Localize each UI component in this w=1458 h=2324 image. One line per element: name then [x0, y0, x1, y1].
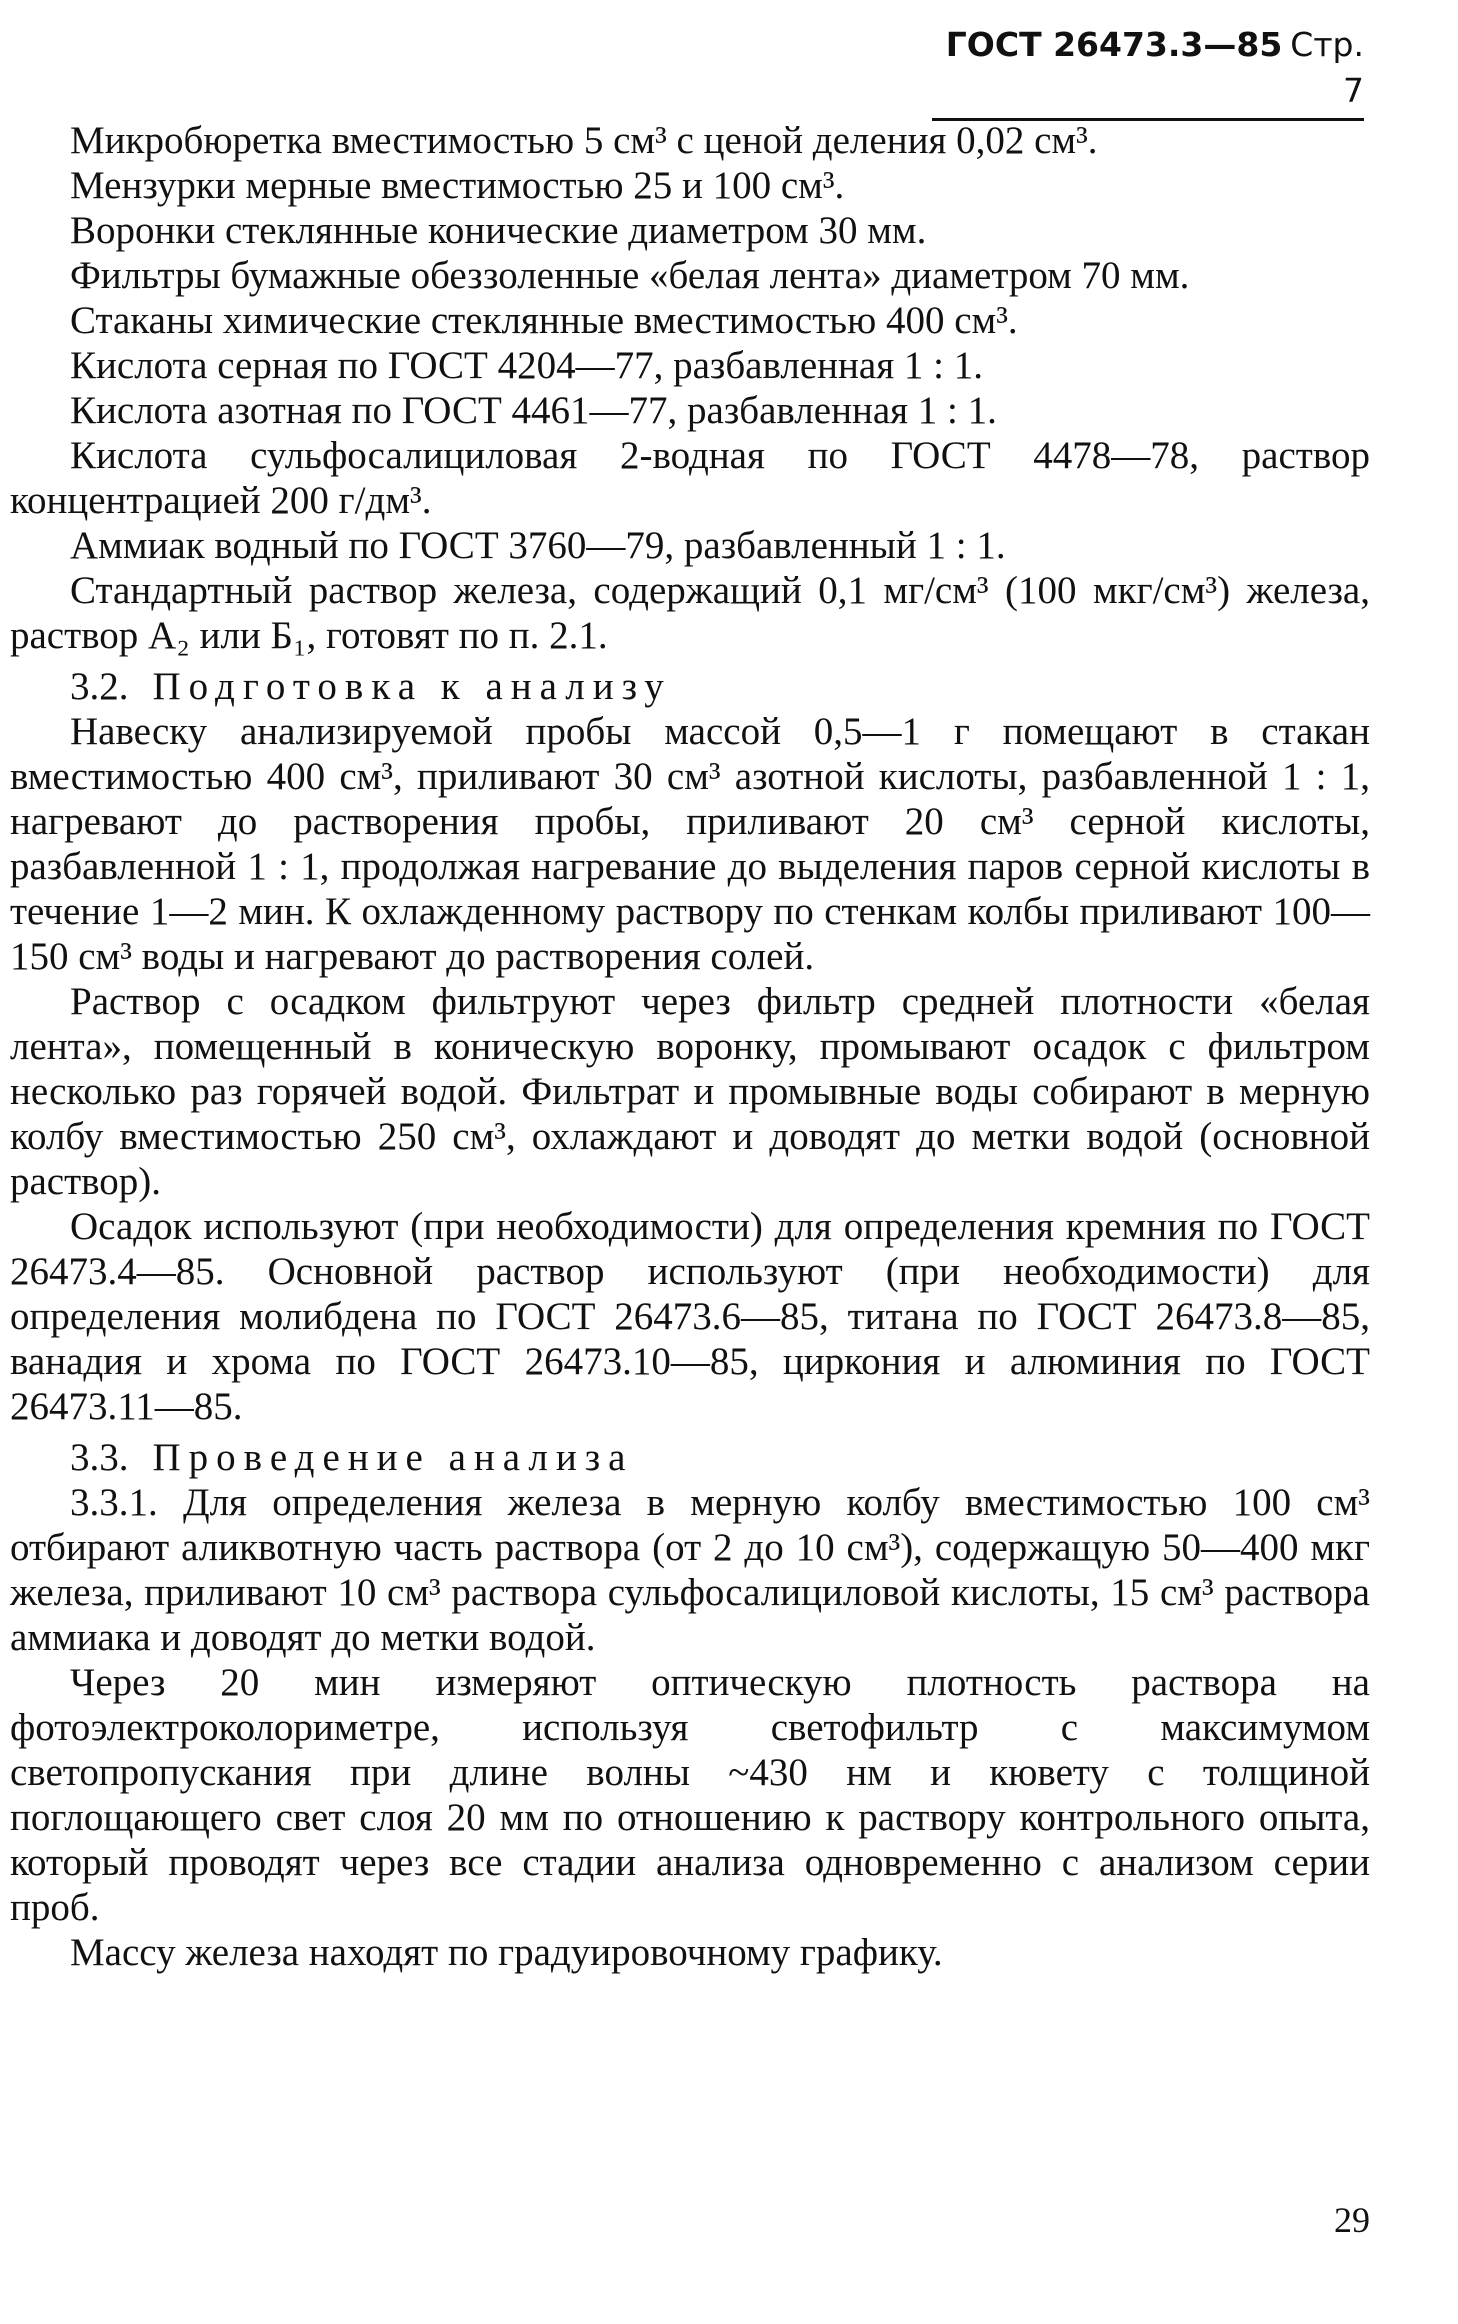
list-item: Микробюретка вместимостью 5 см³ с ценой деления 0,02 см³. [70, 119, 1098, 162]
section-title: Проведение анализа [152, 1436, 634, 1479]
list-item: Мензурки мерные вместимостью 25 и 100 см³. [70, 164, 845, 207]
section-title: Подготовка к анализу [152, 665, 672, 708]
section-heading-3-3 [10, 1435, 1370, 1480]
list-item: Воронки стеклянные конические диаметром 30 мм. [70, 209, 927, 252]
body-paragraph: Навеску анализируемой пробы массой 0,5—1 г помещают в стакан вместимостью 400 см³, приливают 30 см³ азотной кислоты, разбавленной 1 : 1, нагревают до растворения пробы, приливают 20 см³ серной кислоты, разбавленной 1 : 1, продолжая нагревание до выделения паров серной кислоты в течение 1—2 мин. К охлажденному раствору по стенкам колбы приливают 100—150 см³ воды и нагревают до растворения солей. [10, 710, 1370, 978]
list-item: Аммиак водный по ГОСТ 3760—79, разбавленный 1 : 1. [70, 524, 1006, 567]
running-header [932, 22, 1364, 121]
body-paragraph: Осадок используют (при необходимости) для определения кремния по ГОСТ 26473.4—85. Основной раствор используют (при необходимости) для определения молибдена по ГОСТ 26473.6—85, титана по ГОСТ 26473.8—85, ванадия и хрома по ГОСТ 26473.10—85, циркония и алюминия по ГОСТ 26473.11—85. [10, 1205, 1370, 1428]
section-heading-3-2 [10, 664, 1370, 709]
list-item: Кислота серная по ГОСТ 4204—77, разбавленная 1 : 1. [70, 344, 983, 387]
page-number: 29 [1334, 2200, 1370, 2240]
list-item: Кислота сульфосалициловая 2-водная по ГОСТ 4478—78, раствор концентрацией 200 г/дм³. [10, 434, 1370, 522]
body-paragraph: Раствор с осадком фильтруют через фильтр средней плотности «белая лента», помещенный в коническую воронку, промывают осадок с фильтром несколько раз горячей водой. Фильтрат и промывные воды собирают в мерную колбу вместимостью 250 см³, охлаждают и доводят до метки водой (основной раствор). [10, 980, 1370, 1203]
document-body [10, 118, 1370, 1975]
list-item: Стандартный раствор железа, содержащий 0,1 мг/см³ (100 мкг/см³) железа, раствор А₂ или Б₁, готовят по п. 2.1. [10, 569, 1370, 657]
page-label: Стр. 7 [1290, 25, 1364, 110]
section-number: 3.2. [70, 665, 129, 708]
body-paragraph: Массу железа находят по градуировочному графику. [70, 1931, 943, 1974]
body-paragraph: 3.3.1. Для определения железа в мерную колбу вместимостью 100 см³ отбирают аликвотную часть раствора (от 2 до 10 см³), содержащую 50—400 мкг железа, приливают 10 см³ раствора сульфосалициловой кислоты, 15 см³ раствора аммиака и доводят до метки водой. [10, 1481, 1370, 1659]
body-paragraph: Через 20 мин измеряют оптическую плотность раствора на фотоэлектроколориметре, используя светофильтр с максимумом светопропускания при длине волны ~430 нм и кювету с толщиной поглощающего свет слоя 20 мм по отношению к раствору контрольного опыта, который проводят через все стадии анализа одновременно с анализом серии проб. [10, 1661, 1370, 1929]
list-item: Фильтры бумажные обеззоленные «белая лента» диаметром 70 мм. [70, 254, 1190, 297]
list-item: Кислота азотная по ГОСТ 4461—77, разбавленная 1 : 1. [70, 389, 997, 432]
standard-designation: ГОСТ 26473.3—85 [945, 25, 1283, 64]
list-item: Стаканы химические стеклянные вместимостью 400 см³. [70, 299, 1018, 342]
section-number: 3.3. [70, 1436, 129, 1479]
